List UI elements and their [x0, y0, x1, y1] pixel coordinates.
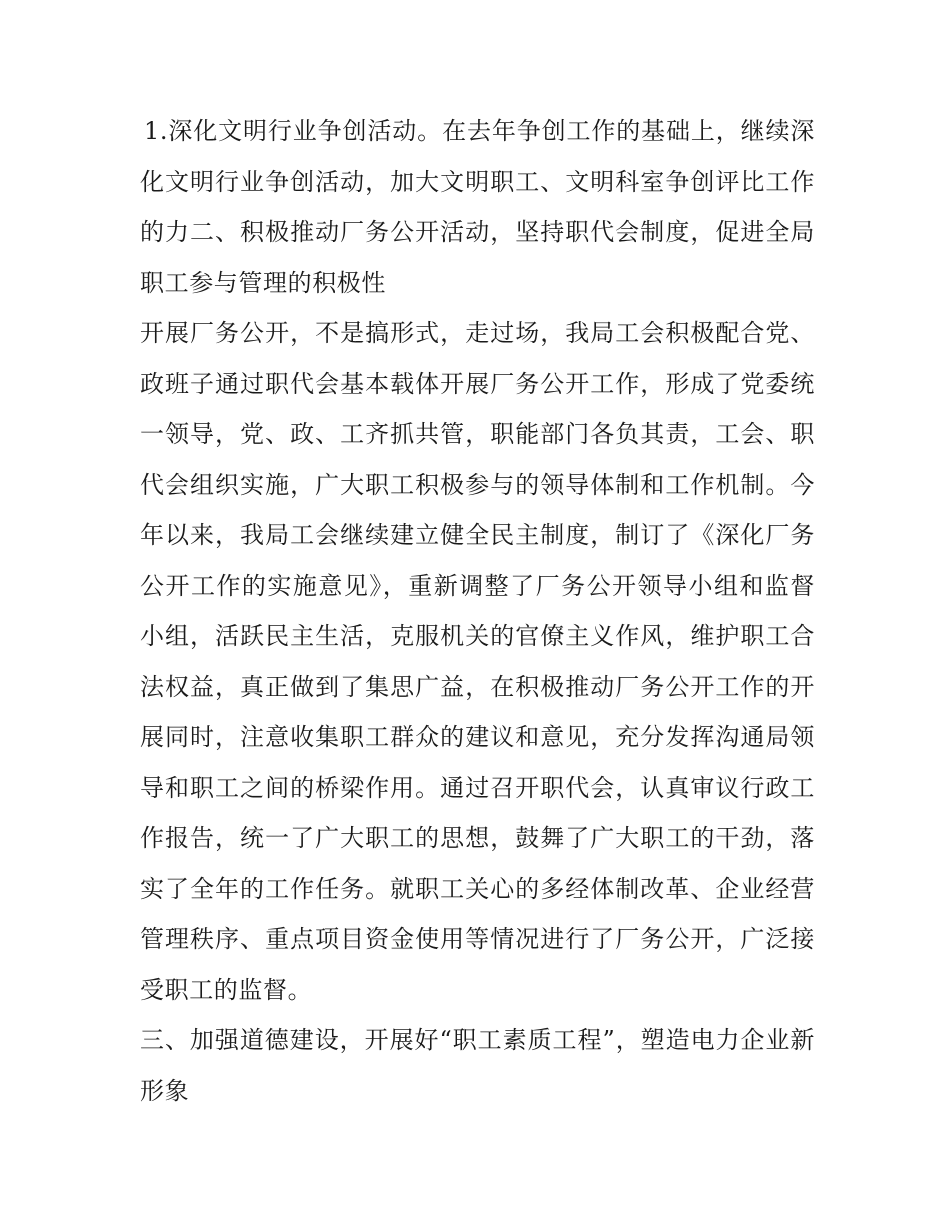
paragraph-section-three-heading: 三、加强道德建设，开展好“职工素质工程”，塑造电力企业新形象: [140, 1026, 815, 1105]
paragraph-factory-affairs-disclosure: 开展厂务公开，不是搞形式，走过场，我局工会积极配合党、政班子通过职代会基本载体开展厂务公开工作，形成了党委统一领导，党、政、工齐抓共管，职能部门各负其责，工会、职代会组织实施，广大职工积极参与的领导体制和工作机制。今年以来，我局工会继续建立健全民主制度，制订了《深化厂务公开工作的实施意见》，重新调整了厂务公开领导小组和监督小组，活跃民主生活，克服机关的官僚主义作风，维护职工合法权益，真正做到了集思广益，在积极推动厂务公开工作的开展同时，注意收集职工群众的建议和意见，充分发挥沟通局领导和职工之间的桥梁作用。通过召开职代会，认真审议行政工作报告，统一了广大职工的思想，鼓舞了广大职工的干劲，落实了全年的工作任务。就职工关心的多经体制改革、企业经营管理秩序、重点项目资金使用等情况进行了厂务公开，广泛接受职工的监督。: [140, 319, 815, 1004]
body-text: [140, 106, 815, 1116]
paragraph-civilization-campaign: 1.深化文明行业争创活动。在去年争创工作的基础上，继续深化文明行业争创活动，加大文明职工、文明科室争创评比工作的力二、积极推动厂务公开活动，坚持职代会制度，促进全局职工参与管理的积极性: [140, 117, 815, 297]
